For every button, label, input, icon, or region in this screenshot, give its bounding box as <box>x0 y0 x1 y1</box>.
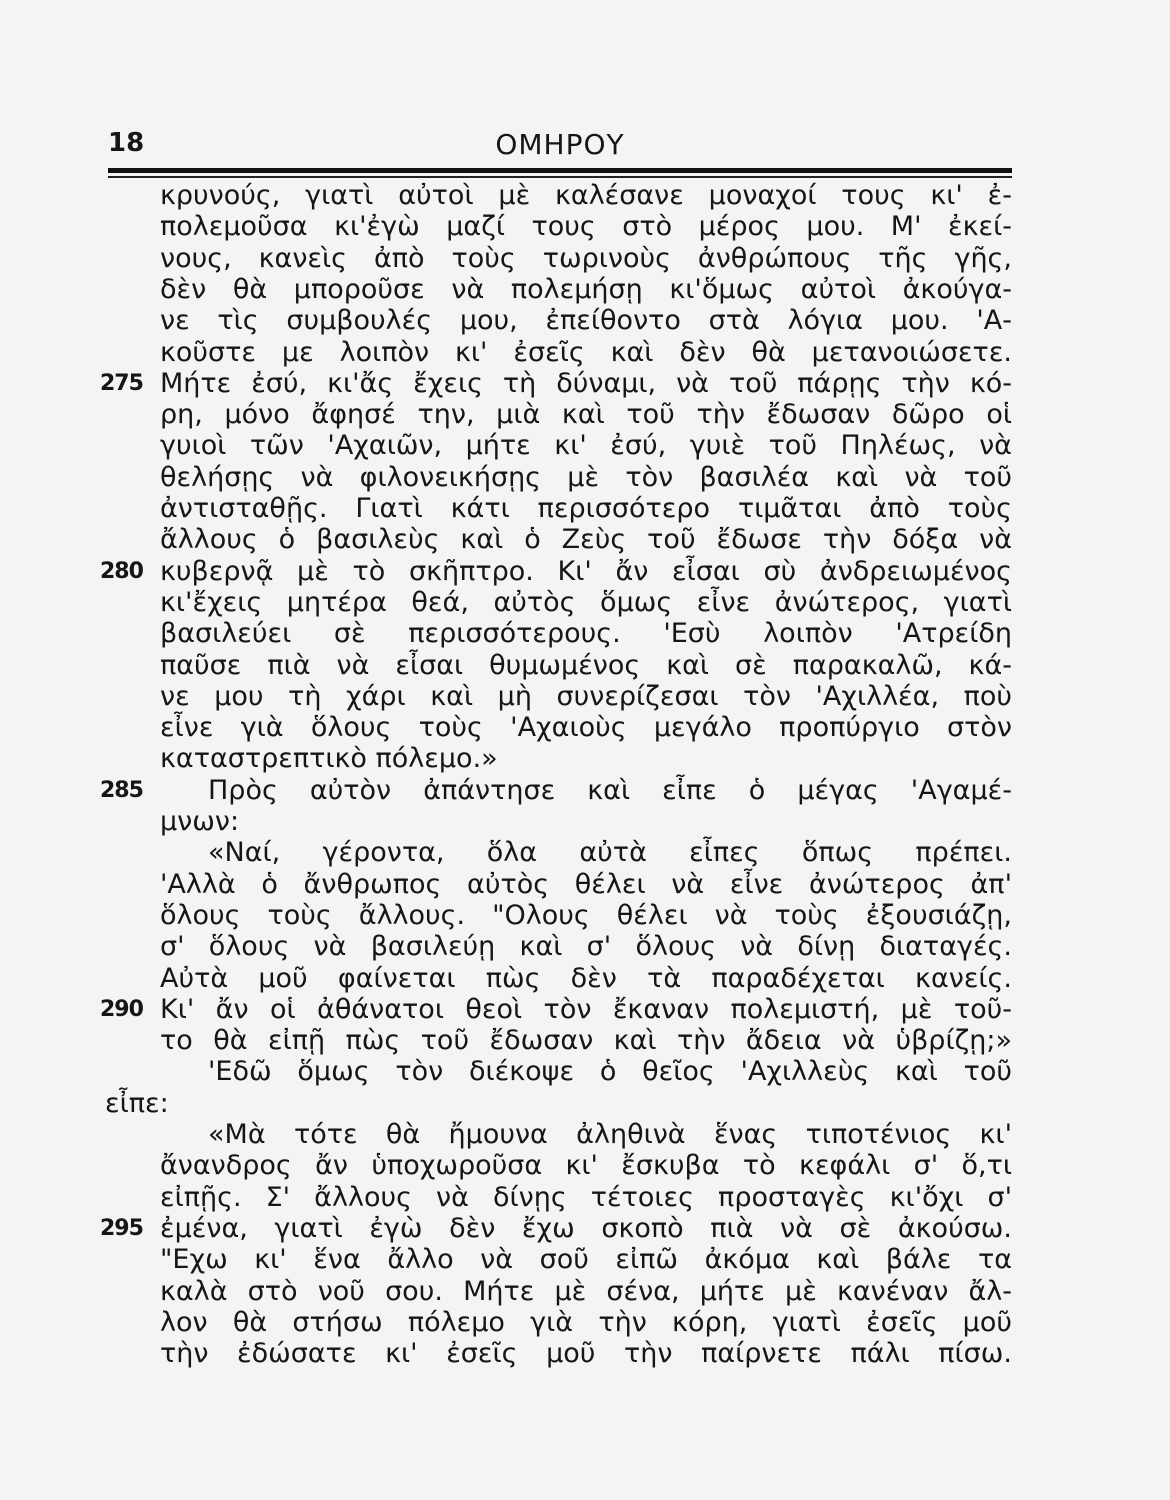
text-line: Πρὸς αὐτὸν ἀπάντησε καὶ εἶπε ὁ μέγας 'Αγαμέ- <box>208 774 1012 806</box>
text-line: νε μου τὴ χάρι καὶ μὴ συνερίζεσαι τὸν 'Αχιλλέα, ποὺ <box>160 680 1012 712</box>
text-line: "Εχω κι' ἕνα ἄλλο νὰ σοῦ εἰπῶ ἀκόμα καὶ βάλε τα <box>160 1244 1012 1276</box>
text-line: νε τὶς συμβουλές μου, ἐπείθοντο στὰ λόγια μου. 'Α- <box>160 305 1012 337</box>
text-line: βασιλεύει σὲ περισσότερους. 'Εσὺ λοιπὸν 'Ατρείδη <box>160 618 1012 650</box>
text-line: «Μὰ τότε θὰ ἤμουνα ἀληθινὰ ἕνας τιποτένιος κι' <box>208 1119 1012 1150</box>
text-line: εἰπῇς. Σ' ἄλλους νὰ δίνῃς τέτοιες προσταγὲς κι'ὄχι σ' <box>160 1181 1012 1213</box>
page-number: 18 <box>108 128 145 158</box>
text-line: ἀντισταθῇς. Γιατὶ κάτι περισσότερο τιμᾶται ἀπὸ τοὺς <box>160 493 1012 524</box>
running-title: ΟΜΗΡΟΥ <box>495 128 625 161</box>
text-line: Κι' ἄν οἱ ἀθάνατοι θεοὶ τὸν ἔκαναν πολεμιστή, μὲ τοῦ- <box>160 993 1012 1025</box>
text-line: ὅλους τοὺς ἄλλους. "Ολους θέλει νὰ τοὺς ἐξουσιάζῃ, <box>160 899 1012 931</box>
text-line: Αὐτὰ μοῦ φαίνεται πὼς δὲν τὰ παραδέχεται κανείς. <box>160 962 1012 994</box>
text-line: «Ναί, γέροντα, ὅλα αὐτὰ εἶπες ὅπως πρέπει. <box>208 837 1012 869</box>
text-line: ἄλλους ὁ βασιλεὺς καὶ ὁ Ζεὺς τοῦ ἔδωσε τὴν δόξα νὰ <box>160 524 1012 556</box>
text-line: εἶπε: <box>105 1087 169 1119</box>
text-line: τὴν ἐδώσατε κι' ἐσεῖς μοῦ τὴν παίρνετε πάλι πίσω. <box>160 1338 1012 1370</box>
text-line: 'Αλλὰ ὁ ἄνθρωπος αὐτὸς θέλει νὰ εἶνε ἀνώτερος ἀπ' <box>160 868 1012 900</box>
text-line: κρυνούς, γιατὶ αὐτοὶ μὲ καλέσανε μοναχοί τους κι' ἐ- <box>160 180 1012 211</box>
text-line: ἄνανδρος ἄν ὑποχωροῦσα κι' ἔσκυβα τὸ κεφάλι σ' ὅ,τι <box>160 1150 1012 1182</box>
text-line: κυβερνᾷ μὲ τὸ σκῆπτρο. Κι' ἄν εἶσαι σὺ ἀνδρειωμένος <box>160 555 1012 587</box>
verse-line-number: 290 <box>100 996 143 1022</box>
text-line: Μήτε ἐσύ, κι'ἄς ἔχεις τὴ δύναμι, νὰ τοῦ πάρῃς τὴν κό- <box>160 367 1012 399</box>
text-line: κοῦστε με λοιπὸν κι' ἐσεῖς καὶ δὲν θὰ μετανοιώσετε. <box>160 336 1012 368</box>
verse-line-number: 285 <box>100 777 143 803</box>
text-line: καλὰ στὸ νοῦ σου. Μήτε μὲ σένα, μήτε μὲ κανέναν ἄλ- <box>160 1275 1012 1307</box>
text-line: δὲν θὰ μποροῦσε νὰ πολεμήσῃ κι'ὅμως αὐτοὶ ἀκούγα- <box>160 273 1012 305</box>
text-line: ἐμένα, γιατὶ ἐγὼ δὲν ἔχω σκοπὸ πιὰ νὰ σὲ ἀκούσω. <box>160 1212 1012 1244</box>
verse-line-number: 295 <box>100 1215 143 1241</box>
text-line: γυιοὶ τῶν 'Αχαιῶν, μήτε κι' ἐσύ, γυιὲ τοῦ Πηλέως, νὰ <box>160 430 1012 462</box>
text-line: σ' ὅλους νὰ βασιλεύῃ καὶ σ' ὅλους νὰ δίνῃ διαταγές. <box>160 931 1012 963</box>
text-line: καταστρεπτικὸ πόλεμο.» <box>160 743 498 775</box>
verse-line-number: 280 <box>100 558 143 584</box>
text-line: το θὰ εἰπῇ πὼς τοῦ ἔδωσαν καὶ τὴν ἄδεια νὰ ὑβρίζῃ;» <box>160 1025 1012 1057</box>
text-line: εἶνε γιὰ ὅλους τοὺς 'Αχαιοὺς μεγάλο προπύργιο στὸν <box>160 712 1012 744</box>
verse-line-number: 275 <box>100 370 143 396</box>
text-line: πολεμοῦσα κι'ἐγὼ μαζί τους στὸ μέρος μου. Μ' ἐκεί- <box>160 211 1012 243</box>
text-line: 'Εδῶ ὅμως τὸν διέκοψε ὁ θεῖος 'Αχιλλεὺς καὶ τοῦ <box>208 1056 1012 1088</box>
text-line: μνων: <box>160 806 240 837</box>
text-line: νους, κανεὶς ἀπὸ τοὺς τωρινοὺς ἀνθρώπους τῆς γῆς, <box>160 242 1012 274</box>
text-line: κι'ἔχεις μητέρα θεά, αὐτὸς ὅμως εἶνε ἀνώτερος, γιατὶ <box>160 586 1012 618</box>
text-line: παῦσε πιὰ νὰ εἶσαι θυμωμένος καὶ σὲ παρακαλῶ, κά- <box>160 649 1012 681</box>
text-line: λον θὰ στήσω πόλεμο γιὰ τὴν κόρη, γιατὶ ἐσεῖς μοῦ <box>160 1306 1012 1338</box>
text-line: θελήσῃς νὰ φιλονεικήσῃς μὲ τὸν βασιλέα καὶ νὰ τοῦ <box>160 461 1012 493</box>
text-line: ρη, μόνο ἄφησέ την, μιὰ καὶ τοῦ τὴν ἔδωσαν δῶρο οἱ <box>160 399 1012 431</box>
